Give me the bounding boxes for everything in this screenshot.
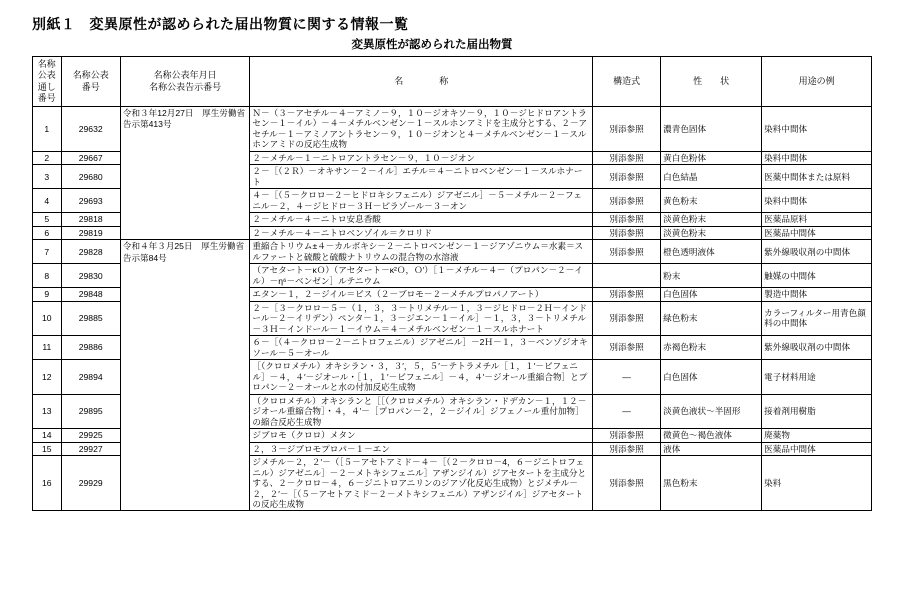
cell-number: 29680	[61, 165, 120, 189]
column-header-usage: 用途の例	[762, 57, 872, 107]
cell-name: （アセタート－κＯ）（アセタート－κ²Ｏ，Ｏ′）［１－メチル－４－（プロパン－２－イル）－η⁶－ベンゼン］ルテニウム	[250, 264, 593, 288]
page-title	[32, 14, 872, 34]
column-header-name: 名 称	[250, 57, 593, 107]
cell-name: ２－メチル－４－ニトロ安息香酸	[250, 213, 593, 226]
cell-name: エタン－１，２－ジイル＝ビス（２－ブロモ－２－メチルプロパノアート）	[250, 288, 593, 301]
cell-structure: —	[593, 394, 661, 428]
column-header-number-line1: 名称公表	[72, 70, 109, 81]
cell-properties: 淡黄色粉末	[661, 213, 762, 226]
cell-properties: 淡黄色粉末	[661, 226, 762, 239]
column-header-number-line2: 番号	[81, 81, 100, 92]
cell-number: 29885	[61, 301, 120, 335]
table-body	[33, 107, 872, 511]
cell-structure: —	[593, 360, 661, 394]
column-header-date-line2: 名称公表告示番号	[149, 81, 222, 92]
column-header-properties: 性 状	[661, 57, 762, 107]
cell-usage: 紫外線吸収剤の中間体	[762, 336, 872, 360]
cell-structure: 別添参照	[593, 301, 661, 335]
cell-serial: 16	[33, 456, 62, 511]
cell-properties: 淡黄色液状～半固形	[661, 394, 762, 428]
cell-number: 29895	[61, 394, 120, 428]
cell-serial: 8	[33, 264, 62, 288]
cell-number: 29848	[61, 288, 120, 301]
cell-properties: 白色固体	[661, 360, 762, 394]
column-header-number	[61, 57, 120, 107]
cell-serial: 9	[33, 288, 62, 301]
cell-structure: 別添参照	[593, 240, 661, 264]
cell-structure: 別添参照	[593, 165, 661, 189]
cell-usage: 触媒の中間体	[762, 264, 872, 288]
cell-properties: 液体	[661, 442, 762, 455]
cell-number: 29894	[61, 360, 120, 394]
cell-usage: 製造中間体	[762, 288, 872, 301]
cell-usage: 接着剤用樹脂	[762, 394, 872, 428]
cell-name: ジブロモ（クロロ）メタン	[250, 429, 593, 442]
cell-date: 令和３年12月27日 厚生労働省告示第413号	[120, 107, 250, 240]
column-header-date-line1: 名称公表年月日	[153, 70, 217, 81]
cell-serial: 10	[33, 301, 62, 335]
cell-structure: 別添参照	[593, 429, 661, 442]
cell-serial: 13	[33, 394, 62, 428]
cell-serial: 14	[33, 429, 62, 442]
cell-serial: 7	[33, 240, 62, 264]
cell-properties: 微黄色～褐色液体	[661, 429, 762, 442]
cell-properties: 濃青色固体	[661, 107, 762, 152]
cell-name: （クロロメチル）オキシランと［［（クロロメチル）オキシラン・ドデカン－１，１２－ジオール重縮合物］・４，４′－［プロパン－２，２－ジイル］ジフェノール重付加物］の縮合反応生成物	[250, 394, 593, 428]
cell-name: ２－［３－クロロ－５－（１，３，３－トリメチル－１，３－ジヒドロ－２Ｈ－インドール－２－イリデン）ペンタ－１，３－ジエン－１－イル］－１，３，３－トリメチル－３Ｈ－インドール－１－イウム＝４－メチルベンゼン－１－スルホナート	[250, 301, 593, 335]
cell-structure: 別添参照	[593, 336, 661, 360]
cell-number: 29693	[61, 189, 120, 213]
cell-serial: 3	[33, 165, 62, 189]
cell-usage: 医薬品原料	[762, 213, 872, 226]
column-header-serial-line1: 名称公表	[37, 59, 56, 81]
cell-name: ４－［（５－クロロ－２－ヒドロキシフェニル）ジアゼニル］－５－メチル－２－フェニル－２，４－ジヒドロ－３Ｈ－ピラゾール－３－オン	[250, 189, 593, 213]
cell-usage: 医薬中間体または原料	[762, 165, 872, 189]
cell-properties: 黄色粉末	[661, 189, 762, 213]
cell-serial: 12	[33, 360, 62, 394]
cell-name: ２－メチル－４－ニトロベンゾイル＝クロリド	[250, 226, 593, 239]
column-header-serial-line2: 通し番号	[37, 81, 56, 103]
title-text: 変異原性が認められた届出物質に関する情報一覧	[89, 16, 409, 32]
cell-usage: 医薬品中間体	[762, 442, 872, 455]
cell-structure: 別添参照	[593, 189, 661, 213]
cell-properties: 白色結晶	[661, 165, 762, 189]
cell-serial: 11	[33, 336, 62, 360]
page-subtitle: 変異原性が認められた届出物質	[351, 39, 513, 51]
cell-properties: 緑色粉末	[661, 301, 762, 335]
cell-serial: 4	[33, 189, 62, 213]
cell-name: ２－メチル－１－ニトロアントラセン－９，１０－ジオン	[250, 151, 593, 164]
cell-serial: 2	[33, 151, 62, 164]
cell-structure: 別添参照	[593, 107, 661, 152]
cell-number: 29667	[61, 151, 120, 164]
cell-usage: 電子材料用途	[762, 360, 872, 394]
cell-structure: 別添参照	[593, 213, 661, 226]
column-header-serial	[33, 57, 62, 107]
cell-properties: 粉末	[661, 264, 762, 288]
table-header-row	[33, 57, 872, 107]
cell-usage: 紫外線吸収剤の中間体	[762, 240, 872, 264]
cell-usage: 染料	[762, 456, 872, 511]
cell-usage: カラーフィルター用青色顔料の中間体	[762, 301, 872, 335]
cell-name: ジメチル－２，２′－（［５－アセトアミド－４－［（２－クロロ－4，６－ジニトロフェニル）ジアゼニル］－２－メトキシフェニル］アザンジイル）ジアセタートを主成分とする、２－クロロ－４，６－ジニトロアニリンのジアゾ化反応生成物）とジメチル－２，２′－［（５－アセトアミド－２－メトキシフェニル）アザンジイル］ジアセタートの反応生成物	[250, 456, 593, 511]
cell-usage: 染料中間体	[762, 107, 872, 152]
cell-structure: 別添参照	[593, 288, 661, 301]
cell-name: Ｎ－（３－アセチル－４－アミノ－９，１０－ジオキソ－９，１０－ジヒドロアントラセン－１－イル）－４－メチルベンゼン－１－スルホンアミドを主成分とする、２－アセチル－１－アミノアントラセン－９，１０－ジオンと４－メチルベンゼン－１－スルホンアミドの反応生成物	[250, 107, 593, 152]
attachment-number: 別紙１	[32, 16, 76, 32]
cell-number: 29828	[61, 240, 120, 264]
cell-name: ２－［（２Ｒ）－オキサン－２－イル］エチル＝４－ニトロベンゼン－１－スルホナート	[250, 165, 593, 189]
cell-structure: 別添参照	[593, 226, 661, 239]
cell-properties: 白色固体	[661, 288, 762, 301]
cell-structure: 別添参照	[593, 456, 661, 511]
cell-structure	[593, 264, 661, 288]
cell-serial: 6	[33, 226, 62, 239]
cell-number: 29830	[61, 264, 120, 288]
cell-number: 29818	[61, 213, 120, 226]
cell-usage: 染料中間体	[762, 151, 872, 164]
cell-usage: 医薬品中間体	[762, 226, 872, 239]
cell-number: 29925	[61, 429, 120, 442]
column-header-structure: 構造式	[593, 57, 661, 107]
column-header-date	[120, 57, 250, 107]
cell-usage: 廃薬物	[762, 429, 872, 442]
table-header	[33, 57, 872, 107]
cell-number: 29929	[61, 456, 120, 511]
cell-name: ２，３－ジブロモプロパ－１－エン	[250, 442, 593, 455]
cell-serial: 15	[33, 442, 62, 455]
cell-structure: 別添参照	[593, 442, 661, 455]
cell-number: 29819	[61, 226, 120, 239]
cell-number: 29927	[61, 442, 120, 455]
cell-serial: 1	[33, 107, 62, 152]
cell-name: ６－［（４－クロロ－２－ニトロフェニル）ジアゼニル］－2Ｈ－１，３－ベンゾジオキソール－５－オール	[250, 336, 593, 360]
cell-name: ［（クロロメチル）オキシラン・３，３′，５，５′－テトラメチル［１，１′－ビフェニル］－４，４′－ジオール・［１，１′－ビフェニル］－４，４′－ジオール重縮合物］とプロパン－２－オールと水の付加反応生成物	[250, 360, 593, 394]
table-row	[33, 240, 872, 264]
cell-properties: 黄白色粉体	[661, 151, 762, 164]
substances-table	[32, 56, 872, 511]
cell-number: 29886	[61, 336, 120, 360]
table-row	[33, 107, 872, 152]
cell-properties: 橙色透明液体	[661, 240, 762, 264]
cell-properties: 赤褐色粉末	[661, 336, 762, 360]
cell-serial: 5	[33, 213, 62, 226]
cell-number: 29632	[61, 107, 120, 152]
cell-usage: 染料中間体	[762, 189, 872, 213]
cell-name: 重縮合トリウム±４－カルボキシ－２－ニトロベンゼン－１－ジアゾニウム＝水素＝スルファートと硫酸と硫酸ナトリウムの混合物の水溶液	[250, 240, 593, 264]
cell-date: 令和４年３月25日 厚生労働省告示第84号	[120, 240, 250, 511]
cell-structure: 別添参照	[593, 151, 661, 164]
cell-properties: 黒色粉末	[661, 456, 762, 511]
